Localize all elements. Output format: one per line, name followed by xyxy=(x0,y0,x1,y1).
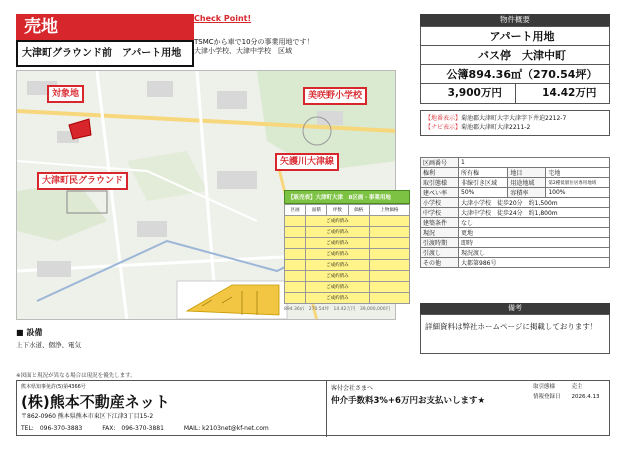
detail-key: 小学校 xyxy=(421,198,459,208)
detail-key: 用途地域 xyxy=(508,178,546,188)
detail-value: 宅地 xyxy=(546,168,610,178)
sales-row-status: ご成約済み xyxy=(306,260,370,271)
detail-value: 第2種低層住居専用地域 xyxy=(546,178,610,188)
sales-col-header: 価格 xyxy=(348,205,369,216)
detail-key: 引渡時期 xyxy=(421,238,459,248)
property-detail-table xyxy=(420,157,610,268)
transaction-role: 取引態様 売主 xyxy=(533,384,583,390)
detail-key: 引渡し xyxy=(421,248,459,258)
check-point-text: TSMCから車で10分の事業用地です！ 大津小学校、大津中学校 区域 xyxy=(194,38,314,55)
remarks-header: 備考 xyxy=(420,303,610,314)
detail-key: 容積率 xyxy=(508,188,546,198)
property-tsubo-price: 14.42万円 xyxy=(542,87,597,99)
fee-heading: 客付会社さまへ xyxy=(331,385,374,392)
property-summary xyxy=(420,26,610,104)
detail-value: 所有権 xyxy=(459,168,508,178)
detail-value: 現況渡し xyxy=(459,248,610,258)
detail-value: 大津中学校 徒歩24分 約1,800m xyxy=(459,208,610,218)
company-mail: MAIL: k2103net@kf-net.com xyxy=(183,425,269,432)
sales-table-footer: 894.36㎡ 270.54坪 14.42万円 39,000,000円 xyxy=(284,307,391,312)
listing-meta xyxy=(531,381,611,437)
property-subtitle: 大津町グラウンド前 アパート用地 xyxy=(16,40,194,67)
detail-key: 権利 xyxy=(421,168,459,178)
map-label-field: 大津町民グラウンド xyxy=(37,172,128,190)
detail-key: 建ぺい率 xyxy=(421,188,459,198)
fee-notice xyxy=(331,383,527,406)
property-type: アパート用地 xyxy=(489,30,555,43)
sales-col-header: 区画 xyxy=(285,205,306,216)
sales-row-status: ご成約済み xyxy=(306,227,370,238)
map-disclaimer: ※図面と現況が異なる場合は現況を優先します。 xyxy=(16,373,136,379)
sales-row-status: ご成約済み xyxy=(306,271,370,282)
company-contact xyxy=(21,423,269,432)
detail-key: 地目 xyxy=(508,168,546,178)
sales-table xyxy=(284,204,410,304)
detail-value: 大津小学校 徒歩20分 約1,500m xyxy=(459,198,610,208)
sales-row-status: ご成約済み xyxy=(306,238,370,249)
nav-label: 【ナビ表示】 xyxy=(425,124,462,131)
fee-text: 仲介手数料3%+6万円お支払いします★ xyxy=(331,396,486,406)
sales-row-status: ご成約済み xyxy=(306,216,370,227)
detail-value: 50% xyxy=(459,188,508,198)
company-info xyxy=(17,381,327,437)
detail-value: 100% xyxy=(546,188,610,198)
address-label: 【地番表示】 xyxy=(425,115,462,122)
remarks-text: 詳細資料は弊社ホームページに掲載しております！ xyxy=(420,314,610,354)
equipment-text: 上下水道、個浄、電気 xyxy=(16,341,81,349)
sales-table-title: 【販売表】大津町大津 8区画・事業用地 xyxy=(284,190,410,204)
nav-value: 菊池郡大津町大津2211-2 xyxy=(461,124,531,131)
detail-value: なし xyxy=(459,218,610,228)
page-title: 売地 xyxy=(16,14,194,40)
equipment-title: ■ 設備 xyxy=(16,328,43,337)
sales-col-header: 面積 xyxy=(306,205,327,216)
map-label-target: 対象地 xyxy=(47,85,84,103)
company-license: 熊本県知事免許(5)第4366号 xyxy=(21,384,86,390)
sales-col-header: 坪数 xyxy=(327,205,348,216)
property-transport: バス停 大津中町 xyxy=(478,49,566,62)
detail-value: 即時 xyxy=(459,238,610,248)
map-label-school: 美咲野小学校 xyxy=(303,87,367,105)
registration-date: 情報登録日 2026.4.13 xyxy=(533,394,600,400)
address-block xyxy=(420,110,610,136)
detail-key: 建築条件 xyxy=(421,218,459,228)
company-tel: TEL: 096-370-3883 xyxy=(21,425,83,432)
sales-row-status: ご成約済み xyxy=(306,282,370,293)
detail-value: 非線引き区域 xyxy=(459,178,508,188)
company-name: (株)熊本不動産ネット xyxy=(21,393,170,411)
detail-key: 取引態様 xyxy=(421,178,459,188)
sales-table-block xyxy=(284,190,410,312)
property-price: 3,900万円 xyxy=(447,87,502,99)
sales-row-status: ご成約済み xyxy=(306,249,370,260)
company-footer xyxy=(16,380,610,436)
detail-value: 更地 xyxy=(459,228,610,238)
detail-value: 1 xyxy=(459,158,610,168)
detail-key: 現況 xyxy=(421,228,459,238)
detail-key: 中学校 xyxy=(421,208,459,218)
sales-col-header: 上物価格 xyxy=(369,205,409,216)
detail-key: その他 xyxy=(421,258,459,268)
company-address: 〒862-0960 熊本県熊本市東区下江津3丁目15-2 xyxy=(21,413,154,420)
sales-row-status: ご成約済み xyxy=(306,293,370,304)
company-fax: FAX: 096-370-3881 xyxy=(102,425,164,432)
detail-key: 区画番号 xyxy=(421,158,459,168)
check-point-title: Check Point! xyxy=(194,14,252,23)
map-label-river: 矢護川大津線 xyxy=(275,153,339,171)
property-summary-header: 物件概要 xyxy=(420,14,610,26)
detail-value: 大都第986号 xyxy=(459,258,610,268)
address-value: 菊池郡大津町大字大津字下井迫2212-7 xyxy=(461,115,567,122)
property-area: 公簿894.36㎡（270.54坪） xyxy=(446,68,598,81)
